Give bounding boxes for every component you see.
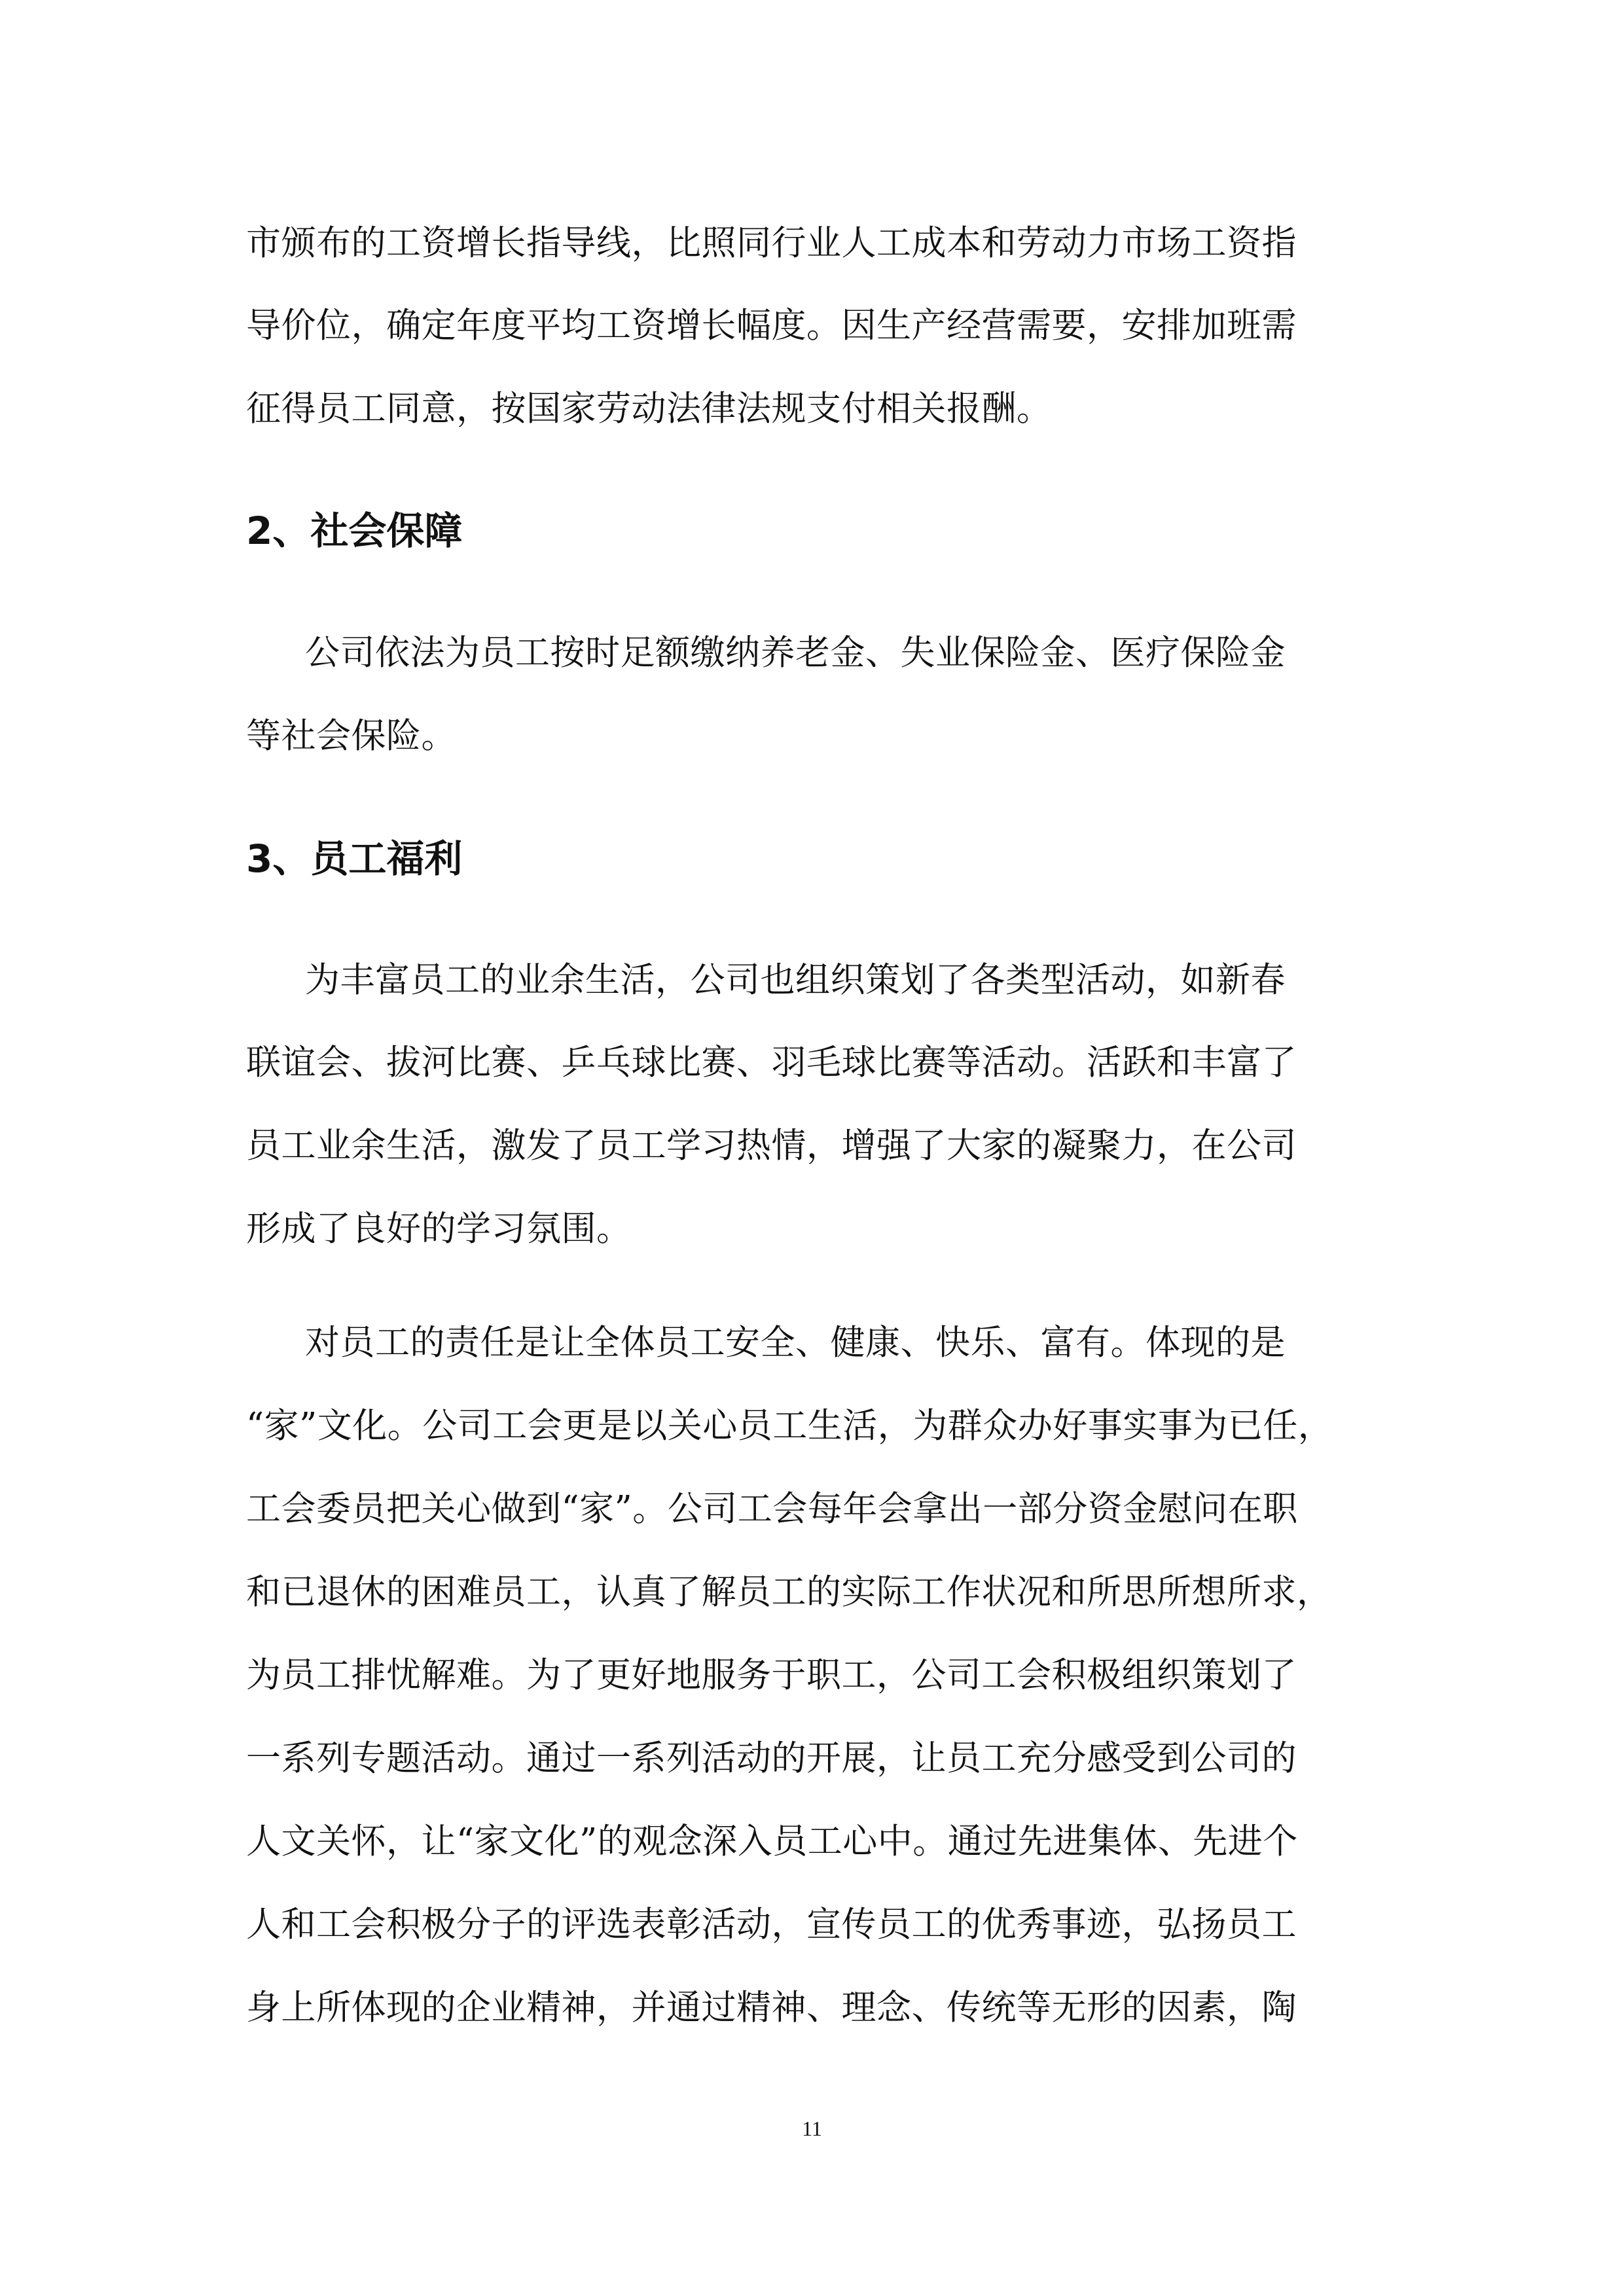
section-2-line-1: 公司依法为员工按时足额缴纳养老金、失业保险金、医疗保险金	[305, 633, 1286, 673]
section-3-heading: 3、员工福利	[246, 836, 463, 881]
section-3-p2-line-4: 和已退休的困难员工，认真了解员工的实际工作状况和所思所想所求，	[246, 1572, 1332, 1612]
section-3-p2-line-5: 为员工排忧解难。为了更好地服务于职工，公司工会积极组织策划了	[246, 1655, 1297, 1695]
section-3-p2-line-6: 一系列专题活动。通过一系列活动的开展，让员工充分感受到公司的	[246, 1738, 1297, 1778]
section-3-p1-line-1: 为丰富员工的业余生活，公司也组织策划了各类型活动，如新春	[305, 960, 1286, 1000]
intro-line-2: 导价位，确定年度平均工资增长幅度。因生产经营需要，安排加班需	[246, 306, 1297, 346]
section-3-p2-line-8: 人和工会积极分子的评选表彰活动，宣传员工的优秀事迹，弘扬员工	[246, 1905, 1297, 1945]
intro-line-3: 征得员工同意，按国家劳动法律法规支付相关报酬。	[246, 389, 1052, 429]
section-3-p2-line-1: 对员工的责任是让全体员工安全、健康、快乐、富有。体现的是	[305, 1323, 1286, 1363]
intro-line-1: 市颁布的工资增长指导线，比照同行业人工成本和劳动力市场工资指	[246, 223, 1297, 263]
section-2-heading: 2、社会保障	[246, 509, 463, 553]
section-3-p1-line-2: 联谊会、拔河比赛、乒乓球比赛、羽毛球比赛等活动。活跃和丰富了	[246, 1043, 1297, 1083]
section-3-p2-line-7: 人文关怀，让“家文化”的观念深入员工心中。通过先进集体、先进个	[246, 1821, 1298, 1861]
section-3-p2-line-9: 身上所体现的企业精神，并通过精神、理念、传统等无形的因素，陶	[246, 1988, 1297, 2028]
section-3-p2-line-3: 工会委员把关心做到“家”。公司工会每年会拿出一部分资金慰问在职	[246, 1489, 1298, 1529]
section-2-line-2: 等社会保险。	[246, 716, 456, 756]
section-3-p2-line-2: “家”文化。公司工会更是以关心员工生活，为群众办好事实事为已任，	[246, 1406, 1333, 1446]
section-3-p1-line-3: 员工业余生活，激发了员工学习热情，增强了大家的凝聚力，在公司	[246, 1126, 1297, 1166]
section-3-p1-line-4: 形成了良好的学习氛围。	[246, 1209, 632, 1249]
page-number: 11	[802, 2117, 822, 2140]
